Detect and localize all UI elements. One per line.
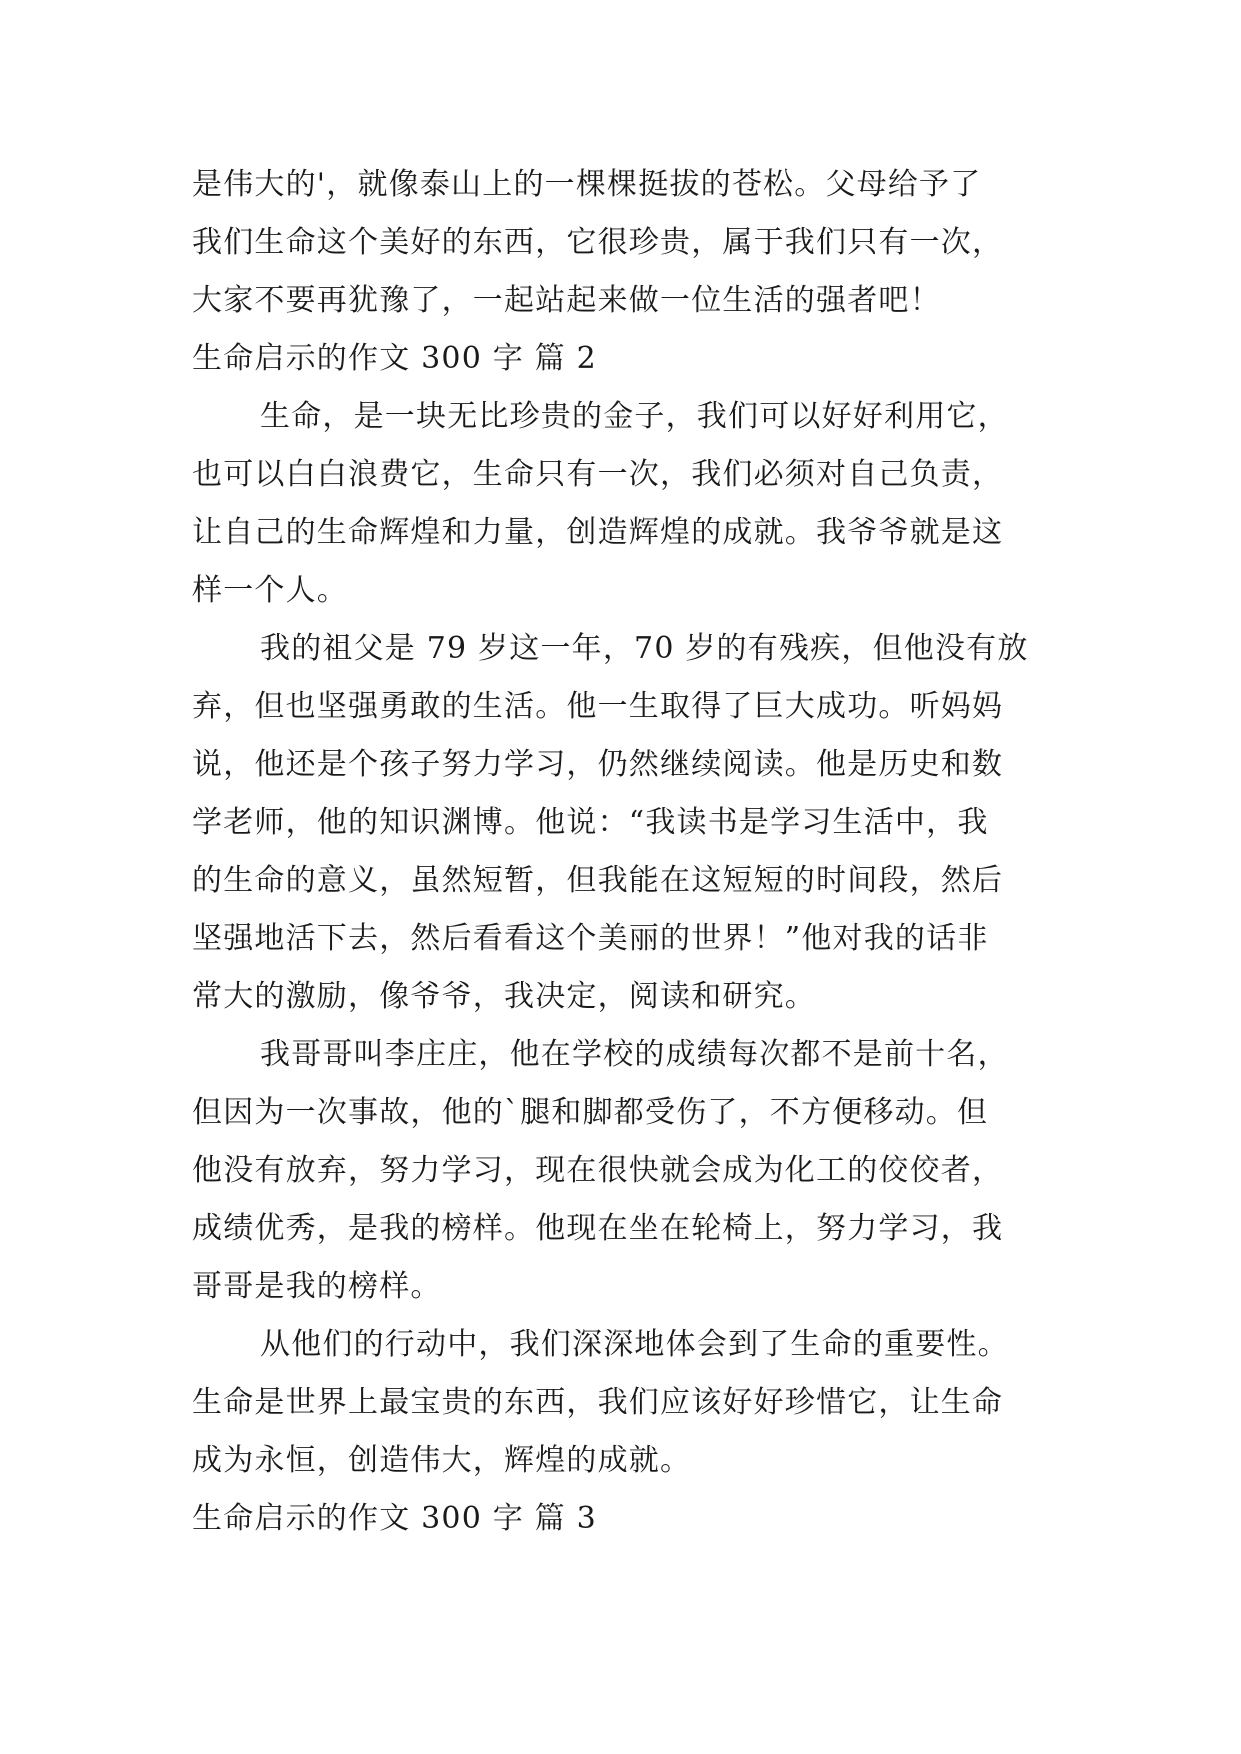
intro-line: 我们生命这个美好的东西，它很珍贵，属于我们只有一次， (192, 225, 1004, 260)
section-heading-2: 生命启示的作文 300 字 篇 2 (192, 341, 597, 376)
intro-line: 是伟大的'，就像泰山上的一棵棵挺拔的苍松。父母给予了 (192, 167, 982, 202)
paragraph-2-line: 常大的激励，像爷爷，我决定，阅读和研究。 (192, 979, 816, 1014)
paragraph-4-line: 从他们的行动中，我们深深地体会到了生命的重要性。 (260, 1327, 1009, 1362)
paragraph-3-line: 他没有放弃，努力学习，现在很快就会成为化工的佼佼者， (192, 1153, 1004, 1188)
paragraph-4-line: 成为永恒，创造伟大，辉煌的成就。 (192, 1443, 692, 1478)
paragraph-2-line: 坚强地活下去，然后看看这个美丽的世界！”他对我的话非 (192, 921, 989, 956)
paragraph-3-line: 我哥哥叫李庄庄，他在学校的成绩每次都不是前十名， (260, 1037, 1009, 1072)
document-body (192, 156, 1072, 1548)
paragraph-2-line: 弃，但也坚强勇敢的生活。他一生取得了巨大成功。听妈妈 (192, 689, 1004, 724)
paragraph-1-line: 让自己的生命辉煌和力量，创造辉煌的成就。我爷爷就是这 (192, 515, 1004, 550)
paragraph-1-line: 也可以白白浪费它，生命只有一次，我们必须对自己负责， (192, 457, 1004, 492)
paragraph-1-line: 样一个人。 (192, 573, 348, 608)
paragraph-3-line: 成绩优秀，是我的榜样。他现在坐在轮椅上，努力学习，我 (192, 1211, 1004, 1246)
intro-line: 大家不要再犹豫了，一起站起来做一位生活的强者吧！ (192, 283, 941, 318)
paragraph-1-line: 生命，是一块无比珍贵的金子，我们可以好好利用它， (260, 399, 1009, 434)
paragraph-2-line: 的生命的意义，虽然短暂，但我能在这短短的时间段，然后 (192, 863, 1004, 898)
section-heading-3: 生命启示的作文 300 字 篇 3 (192, 1501, 597, 1536)
paragraph-4-line: 生命是世界上最宝贵的东西，我们应该好好珍惜它，让生命 (192, 1385, 1004, 1420)
paragraph-2-line: 我的祖父是 79 岁这一年，70 岁的有残疾，但他没有放 (260, 631, 1029, 666)
paragraph-3-line: 但因为一次事故，他的`腿和脚都受伤了，不方便移动。但 (192, 1095, 989, 1130)
paragraph-2-line: 说，他还是个孩子努力学习，仍然继续阅读。他是历史和数 (192, 747, 1004, 782)
paragraph-2-line: 学老师，他的知识渊博。他说：“我读书是学习生活中，我 (192, 805, 989, 840)
paragraph-3-line: 哥哥是我的榜样。 (192, 1269, 442, 1304)
